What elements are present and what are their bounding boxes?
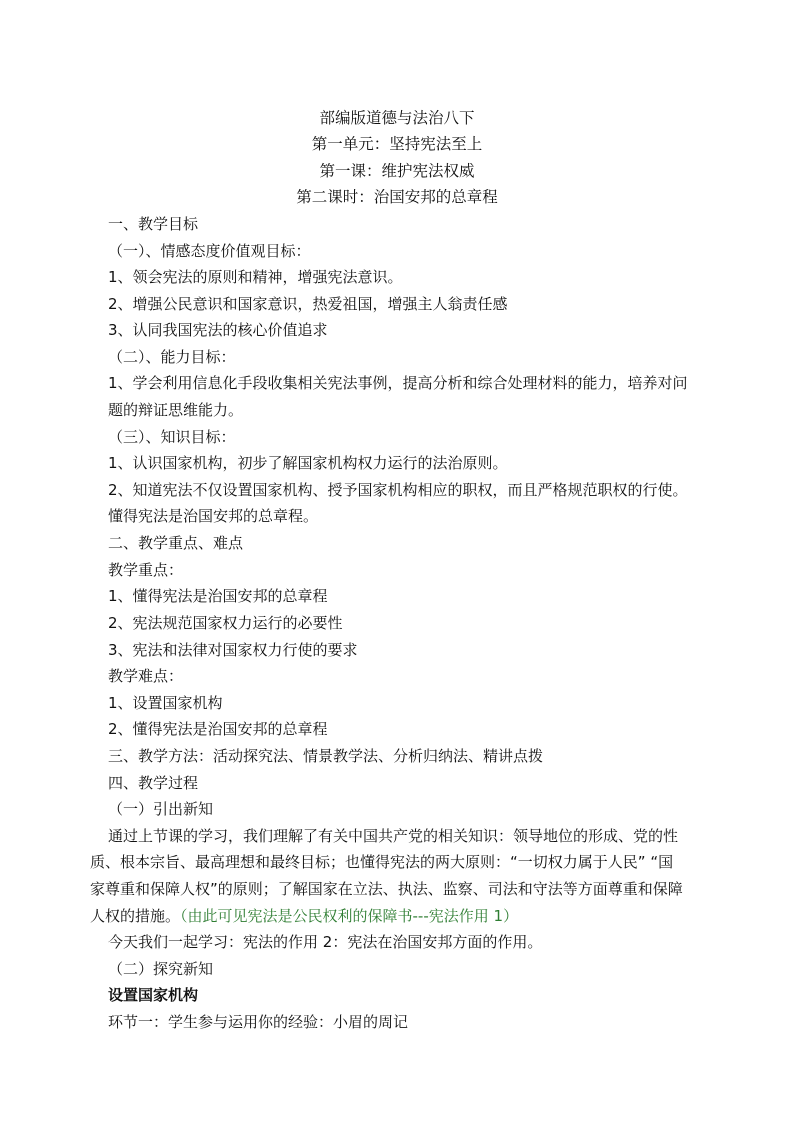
doc-title-textbook: 部编版道德与法治八下: [319, 109, 475, 127]
section-heading-process: 四、教学过程: [108, 774, 199, 792]
bold-heading-state-organs: 设置国家机构: [108, 986, 199, 1004]
subheading-difficulties: 教学难点：: [108, 667, 184, 685]
subheading-key-points: 教学重点：: [108, 561, 184, 579]
section-heading-objectives: 一、教学目标: [108, 215, 199, 233]
subheading-knowledge-goals: （三）、知识目标：: [108, 428, 236, 446]
doc-title-period: 第二课时：治国安邦的总章程: [296, 188, 498, 206]
paragraph-line: [90, 906, 518, 926]
paragraph-line: 2、增强公民意识和国家意识，热爱祖国，增强主人翁责任感: [108, 295, 508, 313]
green-note: （由此可见宪法是公民权利的保障书---宪法作用 1）: [180, 907, 519, 925]
paragraph-line: 1、学会利用信息化手段收集相关宪法事例，提高分析和综合处理材料的能力，培养对问: [108, 374, 688, 392]
paragraph-text: 人权的措施。: [90, 907, 181, 925]
paragraph-line: 环节一：学生参与运用你的经验：小眉的周记: [108, 1013, 409, 1031]
paragraph-line: 3、宪法和法律对国家权力行使的要求: [108, 641, 358, 659]
doc-title-unit: 第一单元：坚持宪法至上: [311, 135, 483, 153]
paragraph-line: 1、认识国家机构，初步了解国家机构权力运行的法治原则。: [108, 454, 508, 472]
paragraph-line: 家尊重和保障人权”的原则；了解国家在立法、执法、监察、司法和守法等方面尊重和保障: [90, 880, 683, 898]
paragraph-line: 懂得宪法是治国安邦的总章程。: [108, 507, 319, 525]
paragraph-line: 1、领会宪法的原则和精神，增强宪法意识。: [108, 268, 403, 286]
subheading-ability-goals: （二）、能力目标：: [108, 348, 236, 366]
paragraph-line: 质、根本宗旨、最高理想和最终目标；也懂得宪法的两大原则：“一切权力属于人民” “国: [90, 853, 674, 871]
doc-title-lesson: 第一课：维护宪法权威: [319, 162, 475, 180]
paragraph-line: 1、懂得宪法是治国安邦的总章程: [108, 587, 328, 605]
paragraph-line: 3、认同我国宪法的核心价值追求: [108, 321, 328, 339]
paragraph-line: 2、懂得宪法是治国安邦的总章程: [108, 720, 328, 738]
subheading-emotion-goals: （一）、情感态度价值观目标：: [108, 242, 311, 260]
paragraph-line: 题的辩证思维能力。: [108, 401, 244, 419]
paragraph-line: 通过上节课的学习，我们理解了有关中国共产党的相关知识：领导地位的形成、党的性: [108, 827, 679, 845]
paragraph-line: 1、设置国家机构: [108, 694, 223, 712]
subheading-explore: （二）探究新知: [108, 960, 214, 978]
paragraph-line: 今天我们一起学习：宪法的作用 2：宪法在治国安邦方面的作用。: [108, 933, 543, 951]
paragraph-line: 2、知道宪法不仅设置国家机构、授予国家机构相应的职权，而且严格规范职权的行使。: [108, 481, 688, 499]
section-heading-key-points: 二、教学重点、难点: [108, 534, 244, 552]
paragraph-line: 2、宪法规范国家权力运行的必要性: [108, 614, 343, 632]
subheading-introduce: （一）引出新知: [108, 800, 214, 818]
section-heading-methods: 三、教学方法：活动探究法、情景教学法、分析归纳法、精讲点拨: [108, 747, 544, 765]
